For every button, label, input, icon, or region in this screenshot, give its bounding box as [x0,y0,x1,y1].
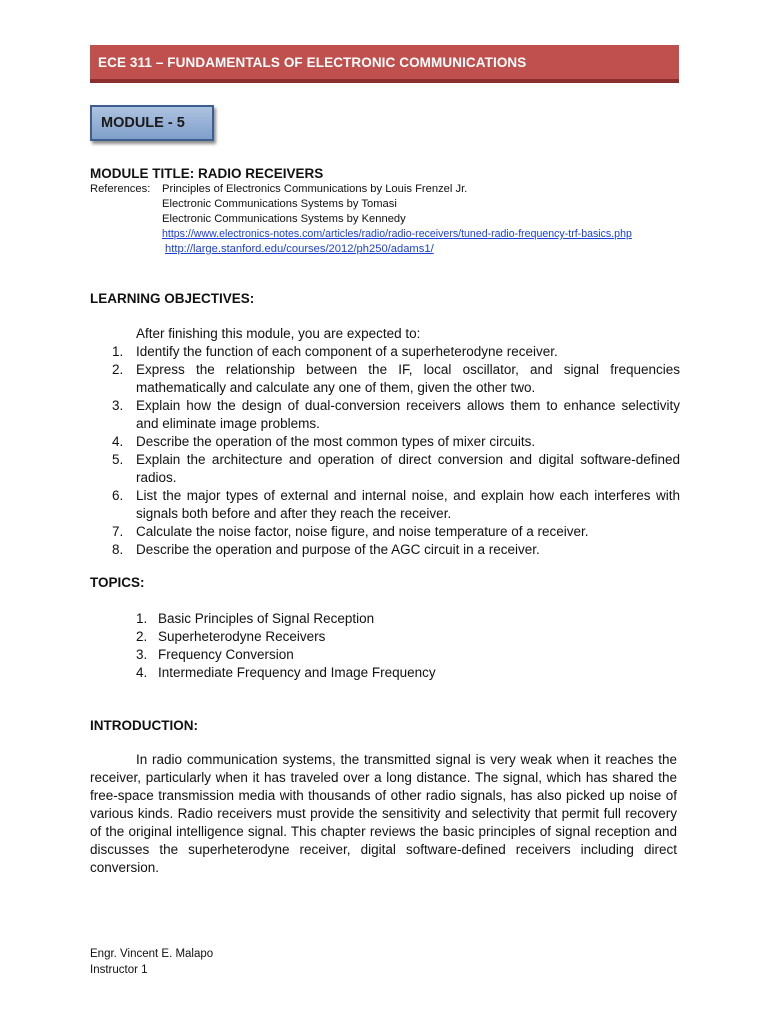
reference-item: Principles of Electronics Communications by Louis Frenzel Jr. [162,183,468,195]
module-number: MODULE - 5 [101,115,185,131]
list-item: 5. Explain the architecture and operation of direct conversion and digital software-defined radios. [112,452,680,485]
course-header-banner [90,45,679,83]
list-item: 3. Frequency Conversion [136,647,294,662]
list-item: 6. List the major types of external and internal noise, and explain how each interferes with signals both before and after they reach the receiver. [112,488,680,521]
topics-heading: TOPICS: [90,575,145,590]
topics-list [90,610,680,682]
list-item: 4. Describe the operation of the most common types of mixer circuits. [112,434,536,449]
list-item: 1. Identify the function of each component of a superheterodyne receiver. [112,344,558,359]
objectives-intro: After finishing this module, you are expected to: [136,326,421,341]
list-item: 2. Express the relationship between the IF, local oscillator, and signal frequencies mathematically and calculate any one of them, given the other two. [112,362,680,395]
course-title: ECE 311 – FUNDAMENTALS OF ELECTRONIC COMMUNICATIONS [98,55,527,70]
learning-objectives-list [90,308,680,559]
list-item: 1. Basic Principles of Signal Reception [136,611,375,626]
list-item: 2. Superheterodyne Receivers [136,629,326,644]
learning-objectives-heading: LEARNING OBJECTIVES: [90,291,255,306]
introduction-paragraph: In radio communication systems, the transmitted signal is very weak when it reaches the receiver, particularly when it has traveled over a long distance. The signal, which has shared the free-space transmission media with thousands of other radio signals, has also picked up noise of various kinds. Radio receivers must provide the sensitivity and selectivity that permit full recovery of the original intelligence signal. This chapter reviews the basic principles of signal reception and discusses the superheterodyne receiver, digital software-defined receivers including direct conversion. [90,752,677,875]
footer-author-name: Engr. Vincent E. Malapo [90,948,214,960]
introduction-heading: INTRODUCTION: [90,718,198,733]
list-item: 8. Describe the operation and purpose of the AGC circuit in a receiver. [112,542,540,557]
reference-item: Electronic Communications Systems by Tomasi [162,198,397,210]
list-item: 3. Explain how the design of dual-conversion receivers allows them to enhance selectivity and eliminate image problems. [112,398,680,431]
reference-link[interactable]: http://large.stanford.edu/courses/2012/ph250/adams1/ [165,243,434,255]
references-label: References: [90,183,151,195]
module-badge [90,105,214,141]
reference-link[interactable]: https://www.electronics-notes.com/articles/radio/radio-receivers/tuned-radio-frequency-trf-basics.php [162,228,632,240]
reference-item: Electronic Communications Systems by Kennedy [162,213,406,225]
footer-author-role: Instructor 1 [90,964,148,976]
list-item: 4. Intermediate Frequency and Image Frequency [136,665,436,680]
list-item: 7. Calculate the noise factor, noise figure, and noise temperature of a receiver. [112,524,589,539]
module-title: MODULE TITLE: RADIO RECEIVERS [90,166,324,181]
